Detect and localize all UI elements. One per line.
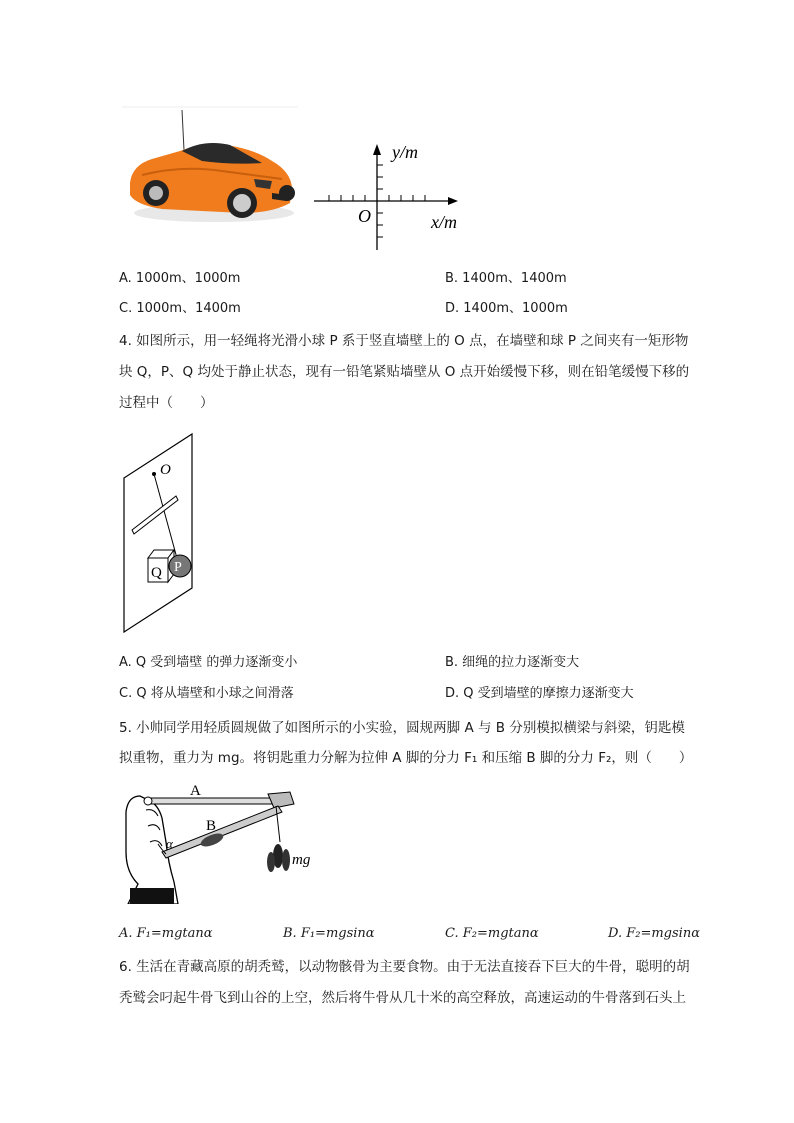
compass-keys-figure [118, 782, 324, 904]
q3-option-b[interactable]: B. 1400m、1400m [445, 271, 567, 286]
wall-ball-figure [118, 430, 204, 638]
label-q: Q [151, 565, 162, 581]
label-b: B [206, 818, 217, 834]
q3-option-a[interactable]: A. 1000m、1000m [119, 271, 241, 286]
q4-option-c[interactable]: C. Q 将从墙壁和小球之间滑落 [119, 686, 294, 701]
label-o: O [160, 462, 171, 478]
axis-label-x: x/m [431, 212, 457, 232]
q5-option-d[interactable]: D. F₂=mgsinα [608, 926, 700, 941]
axis-origin-label: O [358, 206, 371, 226]
q6-stem-line1: 6. 生活在青藏高原的胡秃鹫，以动物骸骨为主要食物。由于无法直接吞下巨大的牛骨，聪明的胡 [119, 959, 690, 975]
q4-stem-line1: 4. 如图所示，用一轻绳将光滑小球 P 系于竖直墙壁上的 O 点，在墙壁和球 P 之间夹有一矩形物 [119, 333, 689, 349]
q4-stem-line2: 块 Q，P、Q 均处于静止状态，现有一铅笔紧贴墙壁从 O 点开始缓慢下移，则在铅笔缓慢下移的 [119, 364, 690, 380]
q5-option-b[interactable]: B. F₁=mgsinα [283, 926, 375, 941]
axis-label-y: y/m [392, 142, 418, 162]
q6-stem-line2: 秃鹫会叼起牛骨飞到山谷的上空，然后将牛骨从几十米的高空释放，高速运动的牛骨落到石头上 [119, 990, 686, 1006]
q4-option-b[interactable]: B. 细绳的拉力逐渐变大 [445, 655, 580, 670]
q5-stem-line2: 拟重物，重力为 mg。将钥匙重力分解为拉伸 A 脚的分力 F₁ 和压缩 B 脚的分力 F₂，则（ ） [119, 750, 693, 766]
coordinate-axes-figure [308, 138, 478, 253]
label-p: P [174, 560, 182, 575]
label-alpha: α [166, 836, 173, 851]
toy-car-image [122, 105, 298, 227]
q4-option-d[interactable]: D. Q 受到墙壁的摩擦力逐渐变大 [445, 686, 634, 701]
label-mg: mg [292, 852, 311, 868]
q5-option-a[interactable]: A. F₁=mgtanα [119, 926, 213, 941]
q4-stem-line3: 过程中（ ） [119, 395, 214, 411]
q5-option-c[interactable]: C. F₂=mgtanα [445, 926, 539, 941]
label-a: A [190, 783, 201, 799]
q4-option-a[interactable]: A. Q 受到墙壁 的弹力逐渐变小 [119, 655, 298, 670]
q3-option-c[interactable]: C. 1000m、1400m [119, 301, 241, 316]
q3-option-d[interactable]: D. 1400m、1000m [445, 301, 568, 316]
q5-stem-line1: 5. 小帅同学用轻质圆规做了如图所示的小实验，圆规两脚 A 与 B 分别模拟横梁与斜梁，钥匙模 [119, 720, 685, 736]
